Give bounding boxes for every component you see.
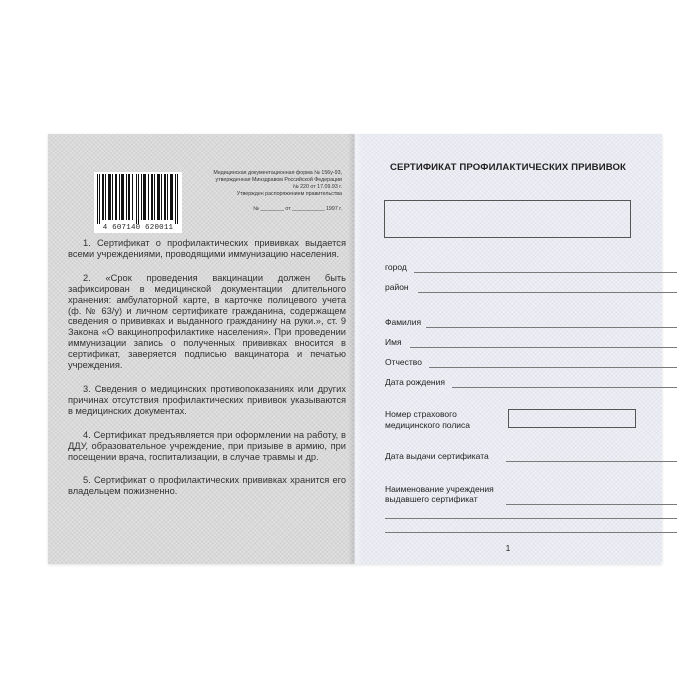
rules-list [68,238,346,510]
certificate-title: СЕРТИФИКАТ ПРОФИЛАКТИЧЕСКИХ ПРИВИВОК [390,162,626,173]
form-meta-line: Утвержден распоряжением правительства [236,191,342,198]
field-label-institution-1: Наименование учреждения [385,484,494,494]
field-label-surname: Фамилия [385,317,422,327]
field-line-patronymic[interactable] [429,367,677,368]
field-line-birth-date[interactable] [452,387,677,388]
left-page [48,134,354,564]
rule-item-4: 4. Сертификат предъявляется при оформлении на работу, в ДДУ, образовательное учреждение, при призыве в армию, при посещении врача, госпитализации, в случае травмы и др. [68,429,346,462]
rule-item-5: 5. Сертификат о профилактических прививках хранится его владельцем пожизненно. [68,475,346,497]
field-label-birth-date: Дата рождения [385,377,445,387]
form-approval-info [166,170,342,213]
field-label-name: Имя [385,337,402,347]
right-page [354,134,662,564]
field-label-insurance-2: медицинского полиса [385,420,471,430]
page-number: 1 [505,543,511,553]
book-gutter [348,134,362,564]
form-meta-line: № 220 от 17.09.93 г. [292,184,342,191]
form-meta-line: утвержденная Минздравом Российской Федерации [215,177,342,184]
field-line-city[interactable] [414,272,677,273]
rule-item-2: 2. «Срок проведения вакцинации должен быть зафиксирован в медицинской документации длительного хранения: амбулаторной карте, в карточке полицевого учета (ф. № 63/у) и личном сертификате гражданина, содержащем сведения о прививках и выданного гражданину на руки.», ст. 9 Закона «О вакцинопрофилактике населения». При проведении иммунизации запись о полученных прививках вносится в сертификат, заверяется подписью вакцинатора и печатью учреждения. [68,272,346,371]
field-line-institution-extra[interactable] [385,532,677,533]
field-line-surname[interactable] [426,327,677,328]
barcode-digits: 4 607140 620011 [94,224,182,233]
rule-item-3: 3. Сведения о медицинских противопоказаниях или других причинах отсутствия профилактических прививок указываются в медицинских документах. [68,383,346,416]
certificate-spread [48,134,662,564]
field-label-city: город [385,262,407,272]
field-label-issue-date: Дата выдачи сертификата [385,451,489,461]
field-line-institution-extra[interactable] [385,518,677,519]
field-line-institution[interactable] [506,504,677,505]
field-line-district[interactable] [418,292,677,293]
field-label-district: район [385,282,409,292]
form-meta-line: № ________ от ___________ 1997 г. [253,206,342,213]
field-label-institution-2: выдавшего сертификат [385,494,478,504]
field-line-name[interactable] [410,347,677,348]
field-label-insurance-1: Номер страхового [385,409,457,419]
field-label-patronymic: Отчество [385,357,422,367]
holder-name-box[interactable] [384,200,631,238]
field-line-issue-date[interactable] [506,461,677,462]
insurance-number-box[interactable] [508,409,636,428]
rule-item-1: 1. Сертификат о профилактических прививках выдается всеми учреждениями, проводящими иммунизацию населения. [68,238,346,259]
form-meta-line: Медицинская документационная форма № 156у-93, [213,170,342,176]
